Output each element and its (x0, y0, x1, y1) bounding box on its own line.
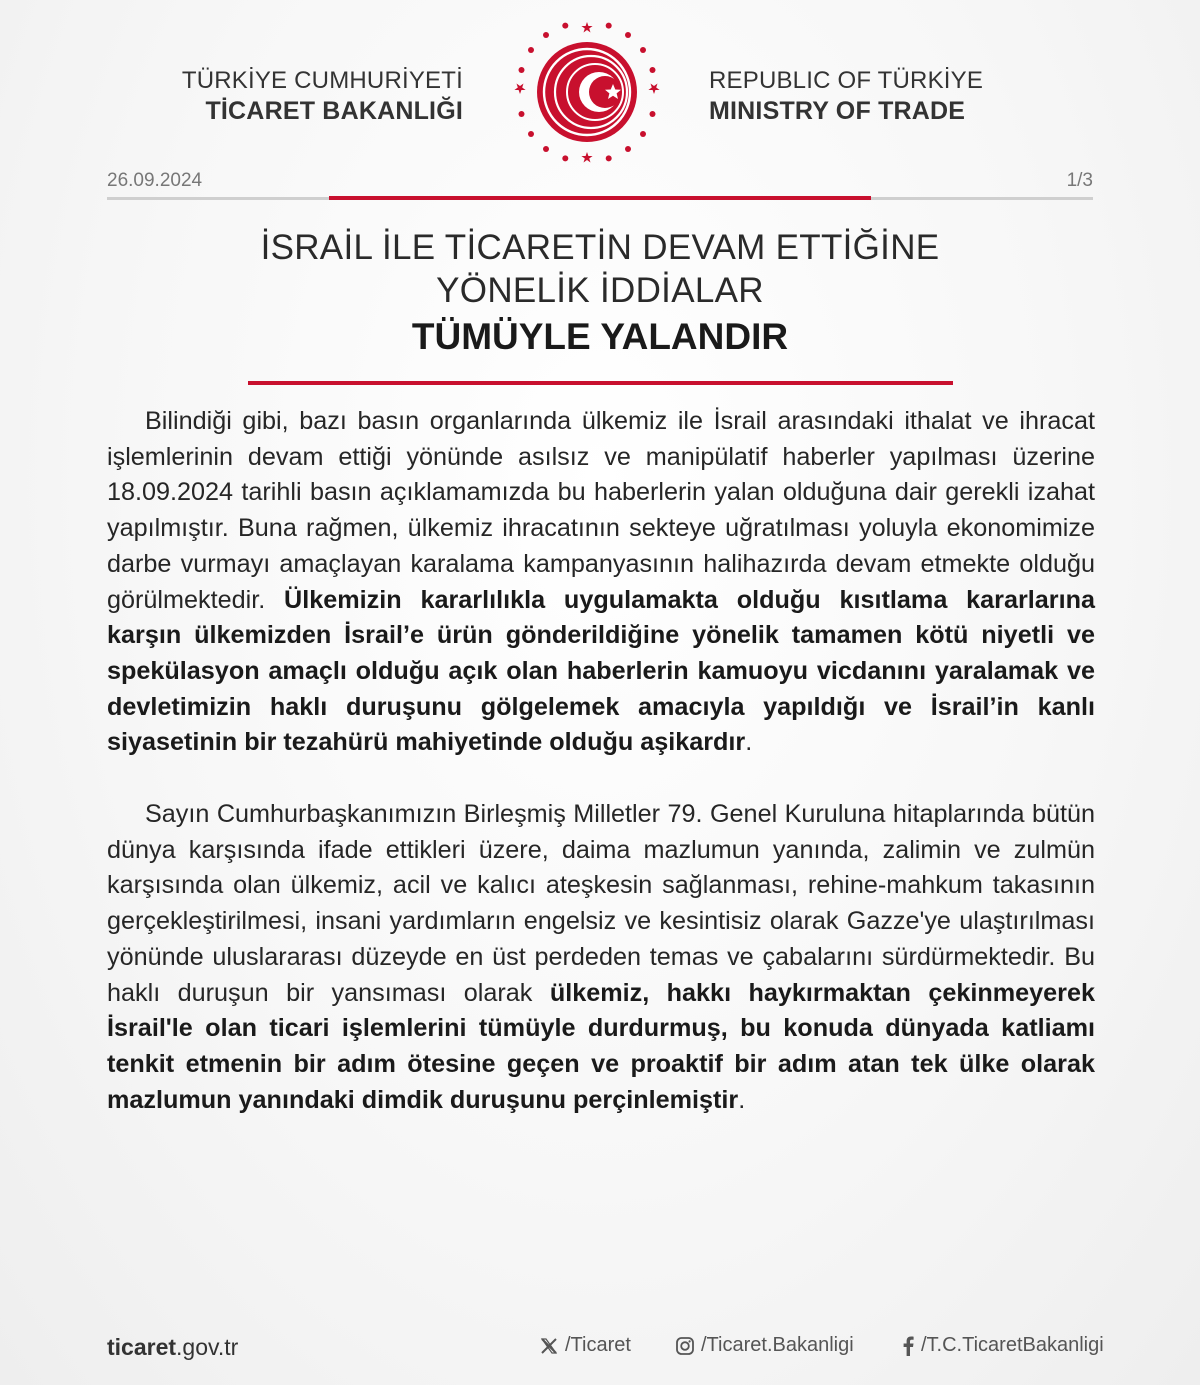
document-date: 26.09.2024 (107, 170, 203, 191)
footer (107, 1330, 1104, 1366)
paragraph-2-emphasis: ülkemiz, hakkı haykırmaktan çekinmeyerek İsrail'le olan ticari işlemlerini tümüyle durdurmuş, bu konuda dünyada katliamı tenkit etmenin bir adım ötesine geçen ve proaktif bir adım atan tek ülke olarak mazlumun yanındaki dimdik duruşunu perçinlemiştir (107, 978, 1095, 1114)
instagram-logo-icon (675, 1336, 695, 1356)
paragraph-1-text: Bilindiği gibi, bazı basın organlarında ülkemiz ile İsrail arasındaki ithalat ve ihracat işlemlerinin devam ettiği yönünde asılsız ve manipülatif haberler yapılması üzerine 18.09.2024 tarihli basın açıklamamızda bu haberlerin yalan olduğuna dair gerekli izahat yapılmıştır. Buna rağmen, ülkemiz ihracatının sekteye uğratılması yoluyla ekonomimize darbe vurmayı amaçlayan karalama kampanyasının halihazırda devam etmekte olduğu görülmektedir. (107, 407, 1095, 614)
paragraph-1-end: . (745, 728, 753, 757)
paragraph-1 (107, 404, 1095, 761)
title-line-2: YÖNELİK İDDİALAR (436, 271, 764, 310)
page-number: 1/3 (1066, 170, 1093, 191)
x-social-link[interactable] (539, 1334, 631, 1357)
org-name-english-line1: REPUBLIC OF TÜRKİYE (709, 67, 984, 94)
title-headline: TÜMÜYLE YALANDIR (411, 316, 789, 357)
facebook-social-link[interactable] (901, 1334, 1104, 1357)
facebook-logo-icon (901, 1336, 915, 1356)
org-name-turkish (182, 66, 463, 126)
paragraph-1-emphasis: Ülkemizin kararlılıkla uygulamakta olduğu kısıtlama kararlarına karşın ülkemizden İsrail’e ürün gönderildiğine yönelik tamamen kötü niyetli ve spekülasyon amaçlı olduğu açık olan haberlerin kamuoyu vicdanını yaralamak ve devletimizin haklı duruşunu gölgelemek amacıyla yapıldığı ve İsrail’in kanlı siyasetinin bir tezahürü mahiyetinde olduğu aşikardır (107, 585, 1095, 757)
org-name-turkish-line2: TİCARET BAKANLIĞI (205, 97, 463, 125)
title-line-1: İSRAİL İLE TİCARETİN DEVAM ETTİĞİNE (260, 228, 940, 267)
letterhead (0, 0, 1200, 170)
document-meta (107, 168, 1093, 202)
facebook-handle: /T.C.TicaretBakanligi (921, 1334, 1104, 1356)
instagram-handle: /Ticaret.Bakanligi (701, 1334, 854, 1356)
document-body (107, 404, 1095, 1118)
x-logo-icon (539, 1336, 559, 1356)
org-name-english (709, 66, 983, 126)
website-domain-rest: .gov.tr (176, 1334, 239, 1360)
website-link[interactable] (107, 1334, 238, 1361)
org-name-english-line2: MINISTRY OF TRADE (709, 97, 966, 125)
org-name-turkish-line1: TÜRKİYE CUMHURİYETİ (181, 67, 463, 94)
x-handle: /Ticaret (565, 1334, 631, 1356)
ministry-emblem-icon (513, 18, 661, 166)
header-divider-accent (329, 196, 871, 200)
paragraph-2 (107, 797, 1095, 1118)
paragraph-2-end: . (738, 1085, 746, 1114)
website-domain-bold: ticaret (107, 1334, 177, 1360)
instagram-social-link[interactable] (675, 1334, 854, 1357)
paragraph-2-text: Sayın Cumhurbaşkanımızın Birleşmiş Milletler 79. Genel Kuruluna hitaplarında bütün dünya karşısında ifade ettikleri üzere, daima mazlumun yanında, zalimin ve zulmün karşısında olan ülkemiz, acil ve kalıcı ateşkesin sağlanması, rehine-mahkum takasının gerçekleştirilmesi, insani yardımların engelsiz ve kesintisiz olarak Gazze'ye ulaştırılması yönünde uluslararası düzeyde en üst perdeden temas ve çabalarını sürdürmektedir. Bu haklı duruşun bir yansıması olarak (107, 800, 1095, 1007)
title-divider (248, 381, 953, 385)
document-title (0, 226, 1200, 360)
